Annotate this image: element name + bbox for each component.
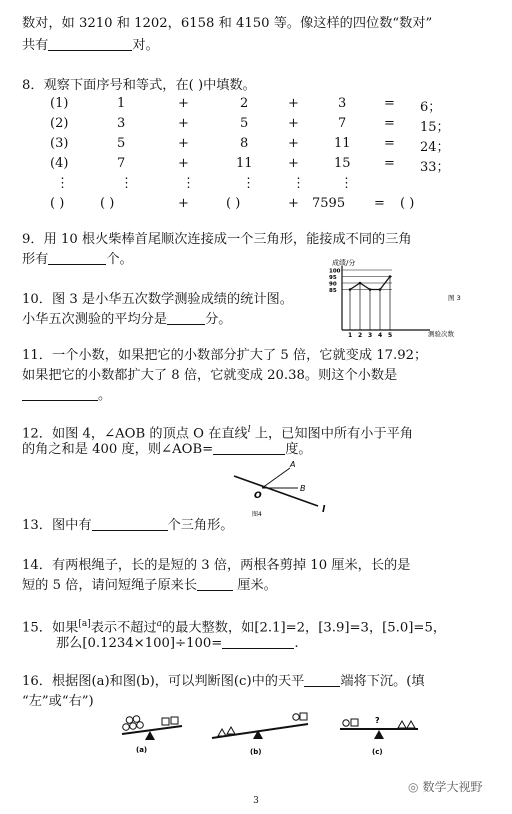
- q16-line2: “左”或“右”): [22, 694, 94, 709]
- beam-a: [122, 726, 182, 734]
- triangle-icon: [398, 721, 406, 728]
- page-number: 3: [253, 796, 259, 806]
- chart-xlabel: 测验次数: [428, 330, 454, 338]
- q7-answer-blank[interactable]: [48, 36, 132, 51]
- q8-blank[interactable]: ( ): [400, 196, 415, 211]
- q14-line2-prefix: 短的 5 倍，请问短绳子原来长: [22, 578, 198, 593]
- chart-ylabel: 成绩/分: [332, 259, 356, 267]
- label-a: (a): [136, 746, 148, 754]
- q8-cell: 15；: [420, 120, 450, 135]
- q8-cell: =: [384, 96, 395, 111]
- q15-a-symbol: a: [156, 619, 163, 629]
- y-tick-label: 90: [329, 281, 337, 288]
- q10-line1: 10．图 3 是小华五次数学测验成绩的统计图。: [22, 292, 293, 307]
- score-point: [389, 275, 392, 278]
- triangle-icon: [227, 727, 235, 734]
- q8-cell: +: [178, 96, 189, 111]
- line-l-label: l: [322, 505, 326, 515]
- q8-cell: (2): [50, 116, 69, 131]
- q8-dots: ⋮: [182, 176, 195, 191]
- q8-cell: =: [384, 136, 395, 151]
- q13-prefix: 13．图中有: [22, 518, 92, 533]
- q10-line2-prefix: 小华五次测验的平均分是: [22, 312, 168, 327]
- q9-line2-prefix: 形有: [22, 252, 49, 267]
- q16-line1-prefix: 16．根据图(a)和图(b)，可以判断图(c)中的天平: [22, 674, 305, 689]
- q8-dots: ⋮: [120, 176, 133, 191]
- q8-blank[interactable]: ( ): [226, 196, 241, 211]
- q10-answer-blank[interactable]: [167, 310, 205, 325]
- balance-c: [340, 716, 418, 756]
- square-icon: [171, 717, 178, 724]
- q15-prefix: 15．如果: [22, 620, 79, 636]
- question-mark: ?: [375, 716, 380, 725]
- q13-line: [22, 516, 233, 536]
- point-o-label: O: [254, 491, 262, 501]
- q8-cell: (1): [50, 96, 69, 111]
- point-a-label: A: [290, 460, 296, 469]
- square-icon: [162, 718, 169, 725]
- x-tick-label: 2: [358, 332, 363, 339]
- q8-cell: =: [384, 156, 395, 171]
- q8-cell: +: [178, 196, 189, 211]
- q15-bracket-symbol: [a]: [78, 619, 91, 629]
- square-icon: [351, 719, 358, 726]
- y-tick-label: 100: [329, 268, 341, 275]
- q13-suffix: 个三角形。: [167, 518, 234, 533]
- watermark-text: 数学大视野: [422, 780, 483, 794]
- q8-cell: 7595: [312, 196, 346, 211]
- score-point: [379, 288, 382, 291]
- q8-cell: 11: [334, 136, 351, 151]
- score-point: [359, 282, 362, 285]
- point-b-label: B: [300, 484, 306, 493]
- q10-line2-suffix: 分。: [205, 312, 232, 327]
- q8-cell: =: [384, 116, 395, 131]
- q8-cell: +: [178, 156, 189, 171]
- q11-line2: 如果把它的小数都扩大了 8 倍，它就变成 20.38。则这个小数是: [22, 368, 398, 383]
- angle-figure: [228, 458, 338, 520]
- q12-line1-prefix: 12．如图 4，∠AOB 的顶点 O 在直线: [22, 426, 248, 442]
- q8-cell: 1: [117, 96, 126, 111]
- q13-answer-blank[interactable]: [92, 516, 168, 531]
- q8-cell: =: [374, 196, 385, 211]
- q8-cell: 15: [334, 156, 351, 171]
- q8-cell: 3: [338, 96, 347, 111]
- score-point: [349, 288, 352, 291]
- q11-line3-suffix: 。: [98, 388, 112, 403]
- ball-icon: [130, 723, 137, 730]
- q8-dots: ⋮: [56, 176, 69, 191]
- q11-answer-blank[interactable]: [22, 386, 98, 401]
- q16-line1: [22, 672, 425, 692]
- q8-cell: +: [178, 116, 189, 131]
- q8-cell: 6；: [420, 100, 442, 115]
- ball-icon: [126, 717, 133, 724]
- fulcrum-a: [145, 731, 155, 740]
- q8-cell: 33；: [420, 160, 450, 175]
- q9-answer-blank[interactable]: [48, 250, 106, 265]
- x-tick-label: 3: [368, 332, 373, 339]
- q8-cell: 3: [117, 116, 126, 131]
- q14-answer-blank[interactable]: [197, 576, 233, 591]
- q8-title: 8．观察下面序号和等式，在( )中填数。: [22, 78, 256, 93]
- triangle-icon: [218, 729, 226, 736]
- q9-line2-suffix: 个。: [106, 252, 133, 267]
- q15-line2: [56, 634, 299, 654]
- balance-a: [122, 716, 182, 754]
- q8-dots: ⋮: [340, 176, 353, 191]
- q8-cell: 8: [240, 136, 249, 151]
- q8-cell: 24；: [420, 140, 450, 155]
- fulcrum-c: [374, 730, 384, 739]
- q8-dots: ⋮: [242, 176, 255, 191]
- q8-cell: +: [288, 196, 299, 211]
- q8-cell: 5: [117, 136, 126, 151]
- label-b: (b): [250, 748, 262, 756]
- q14-line2: [22, 576, 277, 596]
- q15-rest: 的最大整数，如[2.1]=2，[3.9]=3，[5.0]=5，: [162, 620, 447, 636]
- q9-line2: [22, 250, 133, 270]
- q8-cell: 7: [117, 156, 126, 171]
- q7-line2-suffix: 对。: [132, 38, 159, 53]
- q8-cell: +: [288, 96, 299, 111]
- q12-line2-prefix: 的角之和是 400 度，则∠AOB=: [22, 442, 214, 457]
- ball-icon: [293, 714, 299, 720]
- q8-cell: (4): [50, 156, 69, 171]
- balance-b: [212, 713, 308, 756]
- q11-line3: [22, 386, 111, 406]
- q8-cell: (3): [50, 136, 69, 151]
- q10-line2: [22, 310, 231, 330]
- q11-line1: 11．一个小数，如果把它的小数部分扩大了 5 倍，它就变成 17.92；: [22, 348, 428, 363]
- q14-line2-suffix: 厘米。: [233, 578, 277, 593]
- q15-answer-blank[interactable]: [222, 634, 294, 649]
- q8-cell: +: [288, 116, 299, 131]
- q8-cell: +: [288, 136, 299, 151]
- q7-line2-prefix: 共有: [22, 38, 49, 53]
- x-tick-label: 4: [378, 332, 383, 339]
- q15-line2-suffix: .: [294, 636, 299, 651]
- x-tick-label: 1: [348, 332, 353, 339]
- q12-line1-suffix: 上，已知图中所有小于平角: [250, 426, 414, 442]
- q8-cell: 2: [240, 96, 249, 111]
- q12-answer-blank[interactable]: [213, 440, 285, 455]
- q16-answer-blank[interactable]: [304, 672, 340, 687]
- score-point: [369, 288, 372, 291]
- q8-cell: 5: [240, 116, 249, 131]
- chart-fig-label: 图 3: [448, 294, 461, 302]
- ball-icon: [343, 720, 349, 726]
- y-tick-label: 95: [329, 275, 337, 281]
- fig4-caption: 图4: [252, 511, 262, 518]
- q15-mid: 表示不超过: [90, 620, 157, 636]
- q8-dots: ⋮: [292, 176, 305, 191]
- q8-cell: 7: [338, 116, 347, 131]
- watermark: [408, 778, 483, 795]
- q15-line2-prefix: 那么[0.1234×100]÷100=: [56, 636, 223, 651]
- ball-icon: [133, 716, 140, 723]
- q12-line2-suffix: 度。: [285, 442, 312, 457]
- q12-line-symbol: l: [247, 425, 251, 435]
- q8-blank[interactable]: ( ): [100, 196, 115, 211]
- ball-icon: [123, 724, 130, 731]
- ray-oa: [262, 468, 290, 488]
- x-tick-label: 5: [388, 332, 393, 339]
- label-c: (c): [372, 748, 383, 756]
- y-tick-label: 85: [329, 288, 337, 294]
- square-icon: [300, 713, 307, 720]
- q8-cell: 11: [236, 156, 253, 171]
- score-line-chart: [318, 256, 468, 342]
- ball-icon: [137, 722, 144, 729]
- q8-cell: +: [288, 156, 299, 171]
- q9-line1: 9．用 10 根火柴棒首尾顺次连接成一个三角形，能接成不同的三角: [22, 232, 412, 247]
- q12-line2: [22, 440, 312, 460]
- q8-cell: +: [178, 136, 189, 151]
- triangle-icon: [407, 721, 415, 728]
- q8-blank[interactable]: ( ): [50, 196, 65, 211]
- q14-line1: 14．有两根绳子，长的是短的 3 倍，两根各剪掉 10 厘米，长的是: [22, 558, 411, 573]
- q7-line2: [22, 36, 159, 56]
- q16-line1-suffix: 端将下沉。(填: [340, 674, 425, 689]
- q7-line1: 数对，如 3210 和 1202，6158 和 4150 等。像这样的四位数“数对”: [22, 16, 433, 31]
- balance-figures: [118, 708, 448, 768]
- wechat-icon: ◎: [408, 780, 419, 794]
